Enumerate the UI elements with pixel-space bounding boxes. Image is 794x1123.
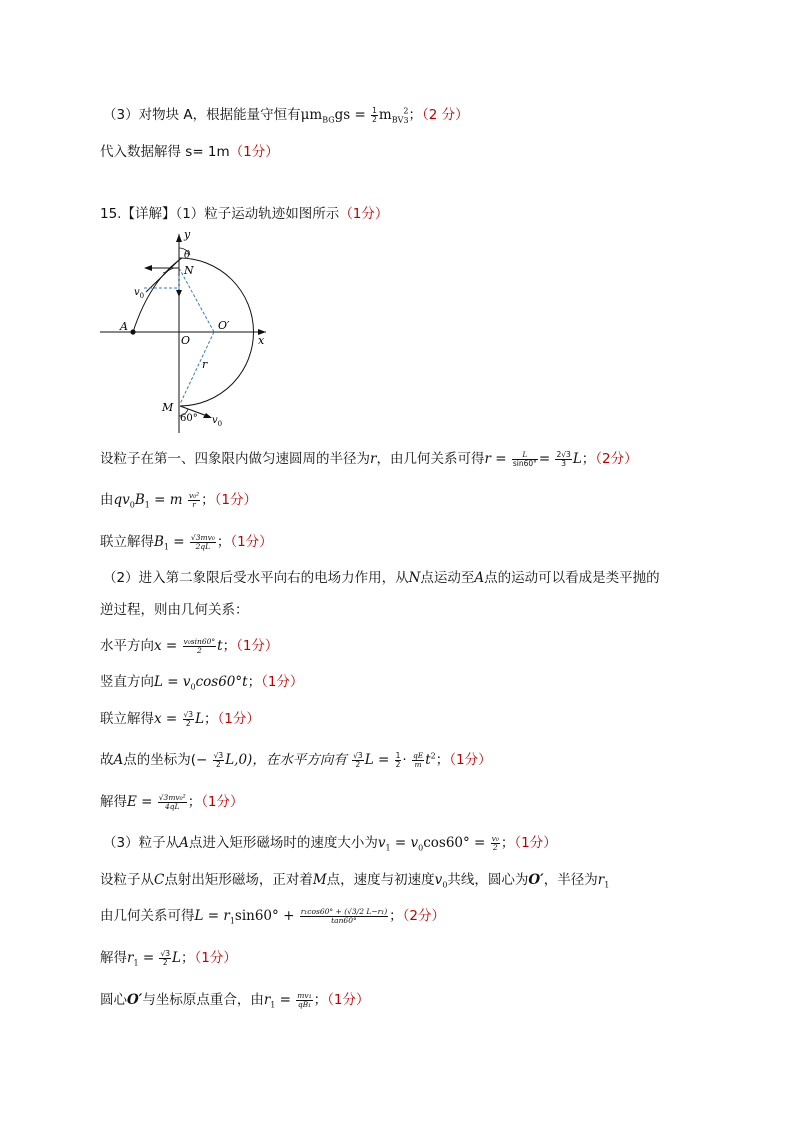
subscript: 0 xyxy=(190,682,196,692)
text: ； xyxy=(181,950,195,966)
fraction: $\frac{\text{v₀}}{2}$ xyxy=(491,833,499,852)
text: ，半径为 xyxy=(543,872,598,888)
text: 水平方向 xyxy=(100,638,154,654)
points-label: （2分） xyxy=(595,451,638,467)
formula: cos60° = xyxy=(423,835,486,851)
superscript: 2 xyxy=(430,751,436,761)
formula: r xyxy=(127,950,134,966)
fraction: $\frac{L}{\sin 60^\circ}$ xyxy=(512,449,537,468)
points-label: （1分） xyxy=(230,534,273,550)
v0-bottom-label: $v_0$ xyxy=(212,415,223,428)
formula: gs = xyxy=(334,107,366,123)
formula: · xyxy=(402,752,407,768)
text: 点射出矩形磁场，正对着 xyxy=(164,872,313,888)
energy-conservation-line xyxy=(103,106,469,124)
text: （3）对物块 A，根据能量守恒有 xyxy=(103,107,301,123)
text: 点，速度与初速度 xyxy=(326,872,435,888)
text: ； xyxy=(581,451,596,467)
text: 由 xyxy=(100,492,114,508)
formula: v xyxy=(377,835,386,851)
y-axis-label: y xyxy=(184,228,191,241)
text: ，由几何关系可得 xyxy=(376,451,485,467)
text: ； xyxy=(201,492,215,508)
vertical-eq xyxy=(100,673,303,691)
point-m-label: M xyxy=(162,401,174,414)
point-a-coordinates xyxy=(100,751,492,769)
formula: x = xyxy=(154,638,178,654)
fraction: $\frac{1}{2}$ xyxy=(372,105,377,124)
formula: r xyxy=(263,992,271,1008)
formula: = m xyxy=(149,492,183,508)
angle-label: 60° xyxy=(180,413,198,424)
center-origin-line xyxy=(100,991,370,1009)
point-n-label: N xyxy=(184,264,194,277)
v0-top-label: $v_0$ xyxy=(134,287,145,300)
fraction: $\frac{√3}{2}$ xyxy=(160,948,171,967)
formula: O′ xyxy=(127,992,143,1008)
text: ； xyxy=(204,711,218,727)
text: 共线，圆心为 xyxy=(447,872,529,888)
part2-intro xyxy=(103,569,660,587)
points-label: （2 分） xyxy=(422,107,469,123)
points-label: （1分） xyxy=(339,206,389,222)
text: 解得 xyxy=(100,794,127,810)
result-line xyxy=(100,143,279,161)
subscript: 1 xyxy=(604,880,610,890)
text: ； xyxy=(216,534,231,550)
formula: = xyxy=(538,451,551,467)
points-label: （2分） xyxy=(402,908,445,924)
subscript: 1 xyxy=(163,542,170,552)
v-sup: $^2_3$ xyxy=(403,106,409,125)
formula: L = xyxy=(364,752,390,768)
formula: L xyxy=(172,950,181,966)
subscript: 1 xyxy=(229,916,235,926)
part3-speed xyxy=(103,834,557,852)
text: 由几何关系可得 xyxy=(100,908,195,924)
points-label: （1分） xyxy=(261,674,304,690)
points-label: （1分） xyxy=(214,492,257,508)
fraction: $\frac{√3}{2}$ xyxy=(183,709,194,728)
text: 设粒子从 xyxy=(100,872,154,888)
x-solution xyxy=(100,710,260,728)
fraction: $\frac{\text{√3mv₀}}{2qL}$ xyxy=(190,532,215,551)
b1-solution-line xyxy=(100,533,273,551)
text: 与坐标原点重合，由 xyxy=(142,992,264,1008)
text: （3）粒子从 xyxy=(103,835,180,851)
subscript: BG xyxy=(322,115,335,125)
text: 逆过程，则由几何关系： xyxy=(100,602,249,618)
points-label: （1分） xyxy=(217,711,260,727)
subscript: 1 xyxy=(133,958,139,968)
text: ； xyxy=(313,992,328,1008)
formula: A xyxy=(179,835,189,851)
formula: C xyxy=(154,872,165,888)
subscript: BV xyxy=(391,115,404,125)
exit-point-line xyxy=(100,871,609,889)
lorentz-force-line xyxy=(100,491,257,509)
fraction: $\frac{2√3}{3}$ xyxy=(556,449,571,468)
formula: M xyxy=(312,872,327,888)
formula: x = xyxy=(154,711,178,727)
formula: L = v xyxy=(154,674,191,690)
text: 15.【详解】（1）粒子运动轨迹如图所示 xyxy=(100,206,340,222)
points-label: （1分） xyxy=(327,992,370,1008)
text: 故 xyxy=(100,752,114,768)
fraction: $\frac{\text{√3mv₀²}}{4qL}$ xyxy=(158,792,186,811)
text: ； xyxy=(247,674,262,690)
text: 点运动至 xyxy=(420,570,475,586)
points-label: （1分） xyxy=(514,835,557,851)
r1-solution xyxy=(100,949,237,967)
text: 点进入矩形磁场时的速度大小为 xyxy=(188,835,378,851)
text: 联立解得 xyxy=(100,534,154,550)
formula: B xyxy=(134,492,145,508)
subscript: 1 xyxy=(144,500,150,510)
text: ； xyxy=(187,794,202,810)
theta-label: θ xyxy=(184,250,191,261)
points-label: （1分） xyxy=(236,638,279,654)
formula: O′ xyxy=(528,872,544,888)
formula: E = xyxy=(127,794,153,810)
text: ； xyxy=(222,638,237,654)
points-label: （1分） xyxy=(229,144,279,160)
subscript: 1 xyxy=(385,843,391,853)
points-label: （1分） xyxy=(194,950,237,966)
formula: t xyxy=(217,638,223,654)
formula: r = xyxy=(484,451,507,467)
formula: qv xyxy=(113,492,130,508)
text: ； xyxy=(389,908,403,924)
text: 竖直方向 xyxy=(100,674,154,690)
subscript: 1 xyxy=(270,1000,276,1010)
formula: N xyxy=(408,570,421,586)
formula: = xyxy=(169,534,185,550)
points-label: （1分） xyxy=(201,794,244,810)
formula: L = r xyxy=(194,908,230,924)
formula: t xyxy=(425,752,431,768)
point-a-label: A xyxy=(120,320,128,333)
formula: = v xyxy=(390,835,419,851)
formula: m xyxy=(378,107,392,123)
text: 代入数据解得 s= 1m xyxy=(100,144,230,160)
subscript: 0 xyxy=(129,500,135,510)
horizontal-eq xyxy=(100,637,278,655)
center-label: O′ xyxy=(218,319,230,332)
formula: r xyxy=(597,872,605,888)
formula: B xyxy=(154,534,164,550)
formula: A xyxy=(113,752,124,768)
formula: L xyxy=(195,711,205,727)
formula: μm xyxy=(300,107,323,123)
text: 点的运动可以看成是类平抛的 xyxy=(484,570,660,586)
text: 点的坐标为(− xyxy=(123,752,208,768)
formula: L xyxy=(572,451,582,467)
x-axis-label: x xyxy=(258,334,265,347)
fraction: $\frac{\text{r₁cos60° + (√3/2 L−r₁)}}{\tan 60^\circ}$ xyxy=(300,906,388,925)
fraction: $\frac{√3}{2}$ xyxy=(213,750,224,769)
text: ； xyxy=(408,107,423,123)
text: ； xyxy=(435,752,450,768)
formula: r xyxy=(370,451,377,467)
text: 解得 xyxy=(100,950,127,966)
part2-intro-cont xyxy=(100,601,249,619)
subscript: 0 xyxy=(418,843,424,853)
formula: cos60°t xyxy=(195,674,248,690)
origin-label: O xyxy=(181,334,191,347)
fraction: $\frac{\text{v₀sin60°}}{2}$ xyxy=(183,636,216,655)
text: ； xyxy=(500,835,515,851)
fraction: $\frac{\text{v₀²}}{r}$ xyxy=(188,490,200,509)
radius-label: r xyxy=(202,358,208,371)
fraction: $\frac{1}{2}$ xyxy=(395,750,401,769)
text: 圆心 xyxy=(100,992,127,1008)
text: （2）进入第二象限后受水平向右的电场力作用，从 xyxy=(103,570,409,586)
e-solution xyxy=(100,793,244,811)
formula: sin60° + xyxy=(234,908,295,924)
geometry-eq xyxy=(100,907,445,925)
formula: L,0)，在水平方向有 xyxy=(225,752,347,768)
formula: A xyxy=(474,570,485,586)
formula: v xyxy=(434,872,443,888)
radius-derivation xyxy=(100,450,638,468)
fraction: $\frac{\text{mv₁}}{\text{qB₁}}$ xyxy=(297,990,312,1009)
formula: = xyxy=(138,950,155,966)
formula: = xyxy=(275,992,291,1008)
fraction: $\frac{√3}{2}$ xyxy=(353,750,363,769)
points-label: （1分） xyxy=(449,752,492,768)
text: 联立解得 xyxy=(100,711,154,727)
subscript: 0 xyxy=(442,880,448,890)
trajectory-figure xyxy=(98,228,303,438)
text: 设粒子在第一、四象限内做匀速圆周的半径为 xyxy=(100,451,370,467)
q15-heading xyxy=(100,205,388,223)
fraction: $\frac{qE}{m}$ xyxy=(412,750,424,769)
